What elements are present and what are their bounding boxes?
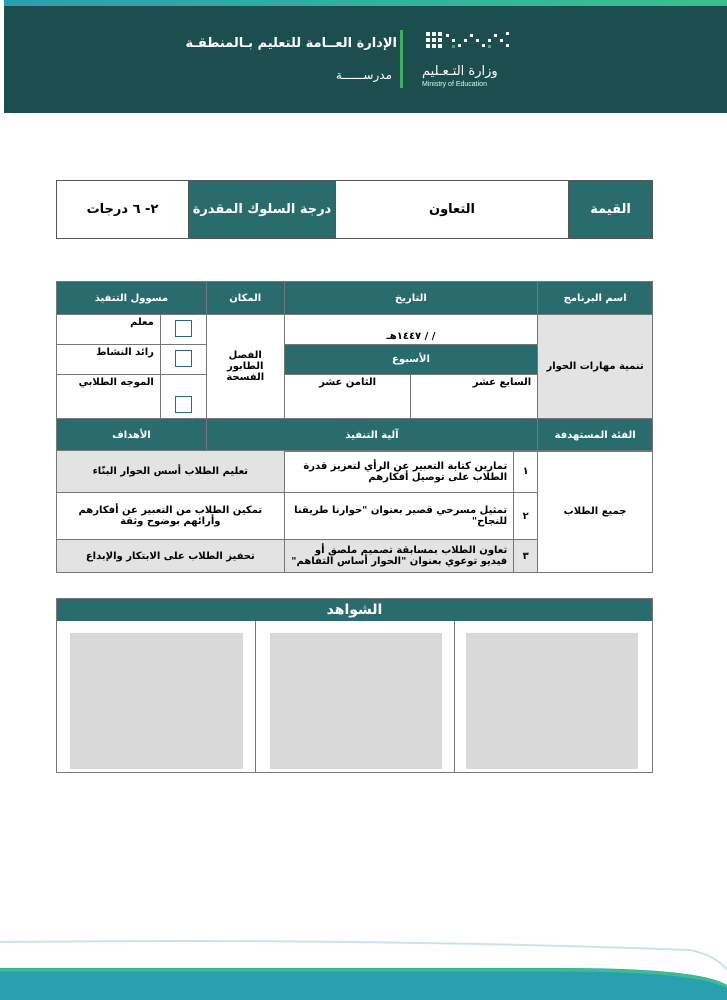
target-cell: جميع الطلاب bbox=[538, 451, 653, 573]
goal-cell: تحفيز الطلاب على الابتكار والإبداع bbox=[57, 540, 285, 573]
place-cell bbox=[206, 315, 284, 419]
week-option: السابع عشر bbox=[411, 375, 538, 419]
responsible-checkbox[interactable] bbox=[175, 396, 192, 413]
goals-header: الأهداف bbox=[57, 419, 207, 452]
footer-decoration bbox=[0, 940, 727, 1000]
responsible-option: معلم bbox=[57, 315, 161, 345]
header-divider bbox=[400, 30, 403, 88]
mechanism-cell: تمثيل مسرحي قصير بعنوان "حوارنا طريقنا للنجاح" bbox=[284, 493, 514, 540]
checkbox-cell bbox=[160, 315, 206, 345]
place-header: المكان bbox=[206, 282, 284, 315]
row-number: ٢ bbox=[514, 493, 538, 540]
responsible-option: رائد النشاط bbox=[57, 345, 161, 375]
value-table bbox=[56, 180, 653, 239]
evidence-divider bbox=[255, 621, 256, 773]
page-header bbox=[4, 0, 727, 113]
responsible-option: الموجه الطلابي bbox=[57, 375, 161, 419]
program-name-header: اسم البرنامج bbox=[538, 282, 653, 315]
value-label: القيمة bbox=[569, 181, 653, 239]
responsible-checkbox[interactable] bbox=[175, 320, 192, 337]
mechanism-header: آلية التنفيذ bbox=[206, 419, 537, 452]
place-option: الفصل bbox=[228, 350, 262, 361]
header-accent-line bbox=[4, 0, 727, 6]
ministry-name-english: Ministry of Education bbox=[422, 81, 487, 88]
week-option: الثامن عشر bbox=[284, 375, 411, 419]
ministry-logo bbox=[422, 30, 512, 90]
administration-title: الإدارة العــامة للتعليم بـالمنطقـة bbox=[185, 36, 397, 51]
execution-table bbox=[56, 450, 653, 573]
value-cell: التعاون bbox=[336, 181, 569, 239]
mechanism-cell: تمارين كتابة التعبير عن الرأي لتعزيز قدرة الطلاب على توصيل أفكارهم bbox=[284, 451, 514, 493]
school-label: مدرســــــة bbox=[335, 68, 392, 82]
place-option: الفسحة bbox=[226, 372, 265, 383]
row-number: ٣ bbox=[514, 540, 538, 573]
goal-cell: تعليم الطلاب أسس الحوار البنّاء bbox=[57, 451, 285, 493]
target-header: الفئة المستهدفة bbox=[538, 419, 653, 452]
ministry-name-arabic: وزارة التـعـليم bbox=[422, 64, 498, 79]
checkbox-cell bbox=[160, 375, 206, 419]
evidence-title: الشواهد bbox=[57, 599, 652, 621]
date-header: التاريخ bbox=[284, 282, 537, 315]
place-option: الطابور bbox=[227, 361, 264, 372]
week-label: الأسبوع bbox=[284, 345, 537, 375]
program-table bbox=[56, 281, 653, 452]
evidence-image-placeholder[interactable] bbox=[70, 633, 243, 769]
grade-label: درجة السلوك المقدرة bbox=[189, 181, 336, 239]
evidence-image-placeholder[interactable] bbox=[466, 633, 638, 769]
ministry-logo-icon bbox=[426, 30, 512, 52]
responsible-checkbox[interactable] bbox=[175, 350, 192, 367]
goal-cell: تمكين الطلاب من التعبير عن أفكارهم وأرائهم بوضوح وثقة bbox=[57, 493, 285, 540]
grade-cell: ٢- ٦ درجات bbox=[57, 181, 189, 239]
evidence-divider bbox=[454, 621, 455, 773]
mechanism-cell: تعاون الطلاب بمسابقة تصميم ملصق أو فيديو توعوي بعنوان "الحوار أساس التفاهم" bbox=[284, 540, 514, 573]
checkbox-cell bbox=[160, 345, 206, 375]
responsible-header: مسوول التنفيذ bbox=[57, 282, 207, 315]
row-number: ١ bbox=[514, 451, 538, 493]
evidence-section bbox=[56, 598, 653, 773]
program-name-cell: تنمية مهارات الحوار bbox=[538, 315, 653, 419]
date-cell: / / ١٤٤٧هـ bbox=[284, 315, 537, 345]
evidence-image-placeholder[interactable] bbox=[270, 633, 442, 769]
